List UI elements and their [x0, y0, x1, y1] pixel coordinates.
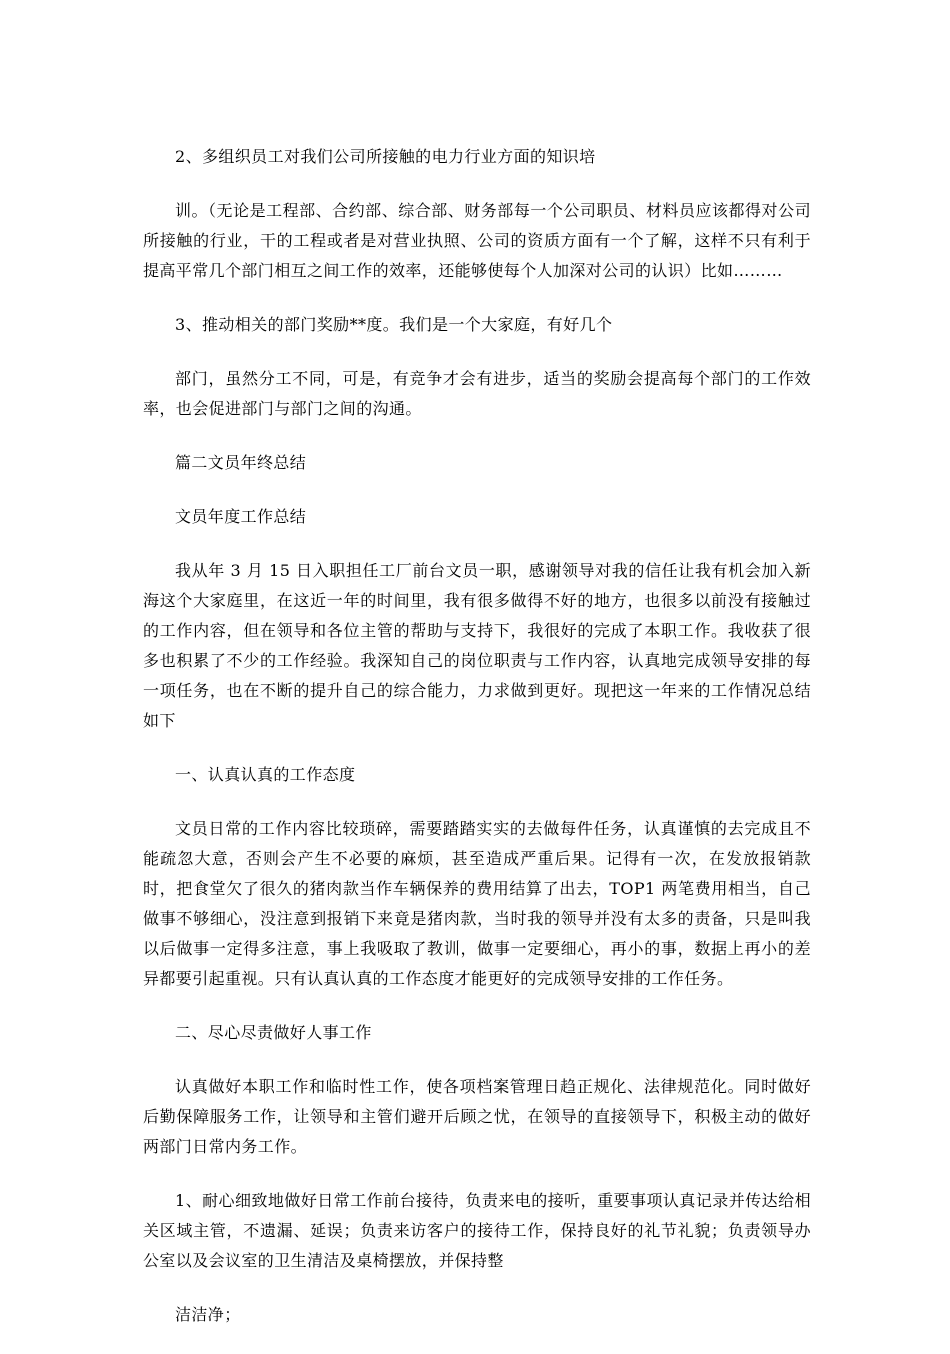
paragraph-reception: 1、耐心细致地做好日常工作前台接待，负责来电的接听，重要事项认真记录并传达给相关区域主管，不遗漏、延误；负责来访客户的接待工作，保持良好的礼节礼貌；负责领导办公室以及会议室的卫生清洁及桌椅摆放，并保持整 — [143, 1191, 811, 1270]
paragraph-clean: 洁洁净； — [175, 1305, 241, 1324]
document-title: 文员年度工作总结 — [175, 507, 307, 526]
paragraph-2: 训。（无论是工程部、合约部、综合部、财务部每一个公司职员、材料员应该都得对公司所接触的行业，干的工程或者是对营业执照、公司的资质方面有一个了解，这样不只有利于提高平常几个部门相互之间工作的效率，还能够使每个人加深对公司的认识）比如……… — [143, 201, 811, 280]
paragraph-4: 部门，虽然分工不同，可是，有竞争才会有进步，适当的奖励会提高每个部门的工作效率，也会促进部门与部门之间的沟通。 — [143, 369, 811, 418]
paragraph-intro: 我从年 3 月 15 日入职担任工厂前台文员一职，感谢领导对我的信任让我有机会加入新海这个大家庭里，在这近一年的时间里，我有很多做得不好的地方，也很多以前没有接触过的工作内容，但在领导和各位主管的帮助与支持下，我很好的完成了本职工作。我收获了很多也积累了不少的工作经验。我深知自己的岗位职责与工作内容，认真地完成领导安排的每一项任务，也在不断的提升自己的综合能力，力求做到更好。现把这一年来的工作情况总结如下 — [143, 561, 811, 730]
paragraph-3: 3、推动相关的部门奖励**度。我们是一个大家庭，有好几个 — [175, 315, 613, 334]
paragraph-hr: 认真做好本职工作和临时性工作，使各项档案管理日趋正规化、法律规范化。同时做好后勤保障服务工作，让领导和主管们避开后顾之忧，在领导的直接领导下，积极主动的做好两部门日常内务工作。 — [143, 1077, 811, 1156]
heading-1: 一、认真认真的工作态度 — [175, 765, 356, 784]
paragraph-attitude: 文员日常的工作内容比较琐碎，需要踏踏实实的去做每件任务，认真谨慎的去完成且不能疏忽大意，否则会产生不必要的麻烦，甚至造成严重后果。记得有一次，在发放报销款时，把食堂欠了很久的猪肉款当作车辆保养的费用结算了出去，TOP1 两笔费用相当，自己做事不够细心，没注意到报销下来竟是猪肉款，当时我的领导并没有太多的责备，只是叫我以后做事一定得多注意，事上我吸取了教训，做事一定要细心，再小的事，数据上再小的差异都要引起重视。只有认真认真的工作态度才能更好的完成领导安排的工作任务。 — [143, 819, 811, 988]
document-body — [143, 142, 811, 1354]
section-title: 篇二文员年终总结 — [175, 453, 307, 472]
heading-2: 二、尽心尽责做好人事工作 — [175, 1023, 372, 1042]
paragraph-1: 2、多组织员工对我们公司所接触的电力行业方面的知识培 — [175, 147, 596, 166]
